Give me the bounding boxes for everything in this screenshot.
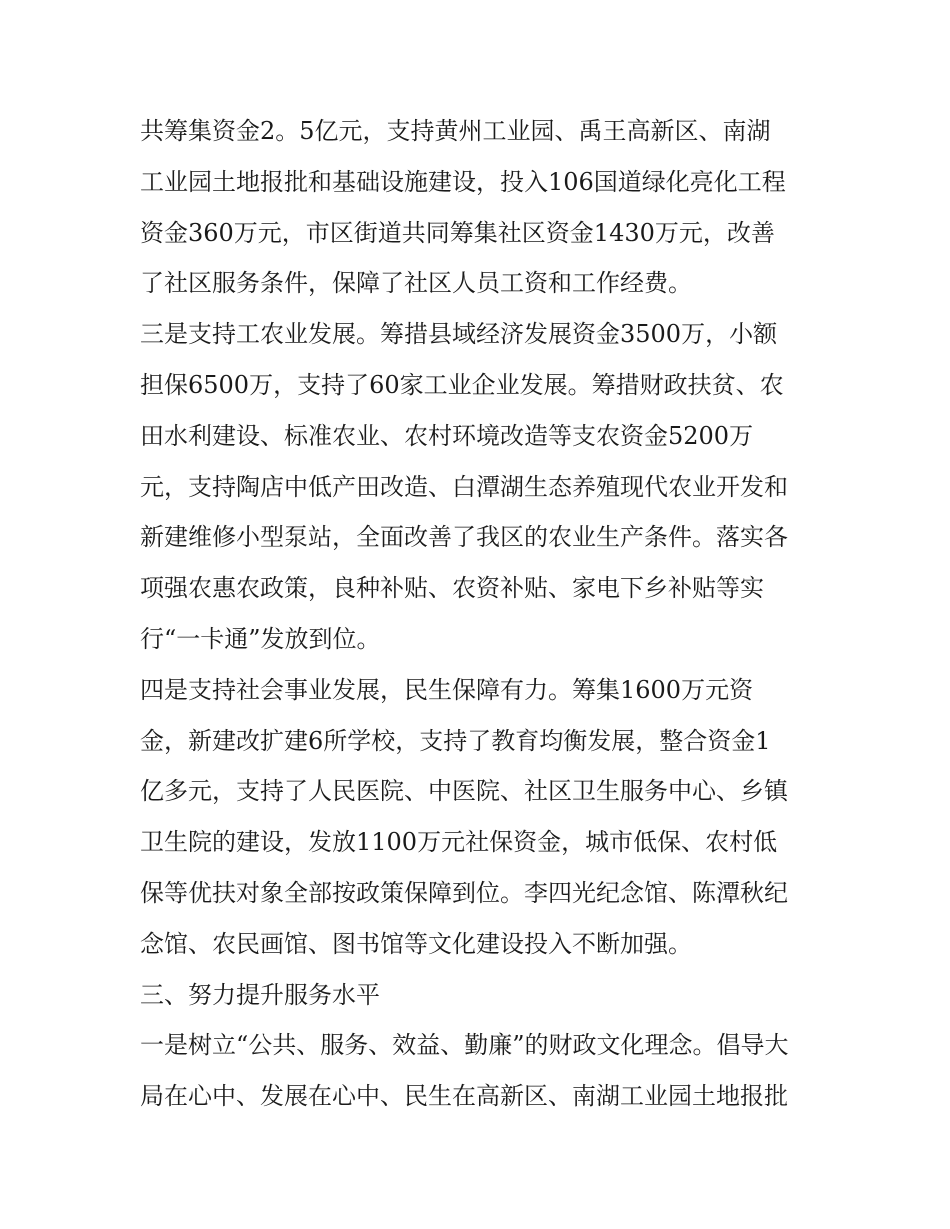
text-line: 新建维修小型泵站，全面改善了我区的农业生产条件。落实各: [140, 523, 788, 552]
text-line: 行“一卡通”发放到位。: [140, 624, 381, 653]
text-line: 三是支持工农业发展。筹措县域经济发展资金3500万，小额: [140, 320, 778, 349]
text-line: 一是树立“公共、服务、效益、勤廉”的财政文化理念。倡导大: [140, 1031, 789, 1060]
text-line: 念馆、农民画馆、图书馆等文化建设投入不断加强。: [140, 929, 692, 958]
text-line: 共筹集资金2。5亿元，支持黄州工业园、禹王高新区、南湖: [140, 117, 771, 145]
section-heading: 三、努力提升服务水平: [140, 980, 380, 1009]
text-line: 工业园土地报批和基础设施建设，投入106国道绿化亮化工程: [140, 167, 786, 196]
text-line: 项强农惠农政策，良种补贴、农资补贴、家电下乡补贴等实: [140, 574, 764, 603]
text-line: 担保6500万，支持了60家工业企业发展。筹措财政扶贫、农: [140, 370, 784, 399]
text-line: 了社区服务条件，保障了社区人员工资和工作经费。: [140, 269, 692, 298]
text-line: 元，支持陶店中低产田改造、白潭湖生态养殖现代农业开发和: [140, 472, 788, 501]
text-line: 亿多元，支持了人民医院、中医院、社区卫生服务中心、乡镇: [140, 777, 788, 806]
text-line: 四是支持社会事业发展，民生保障有力。筹集1600万元资: [140, 675, 754, 704]
text-line: 资金360万元，市区街道共同筹集社区资金1430万元，改善: [140, 218, 775, 247]
text-line: 田水利建设、标准农业、农村环境改造等支农资金5200万: [140, 421, 754, 450]
text-line: 金，新建改扩建6所学校，支持了教育均衡发展，整合资金1: [140, 726, 771, 755]
text-line: 保等优扶对象全部按政策保障到位。李四光纪念馆、陈潭秋纪: [140, 878, 788, 907]
body-text: [140, 106, 820, 1122]
text-line: 卫生院的建设，发放1100万元社保资金，城市低保、农村低: [140, 828, 778, 857]
text-line: 局在心中、发展在心中、民生在高新区、南湖工业园土地报批: [140, 1082, 788, 1111]
